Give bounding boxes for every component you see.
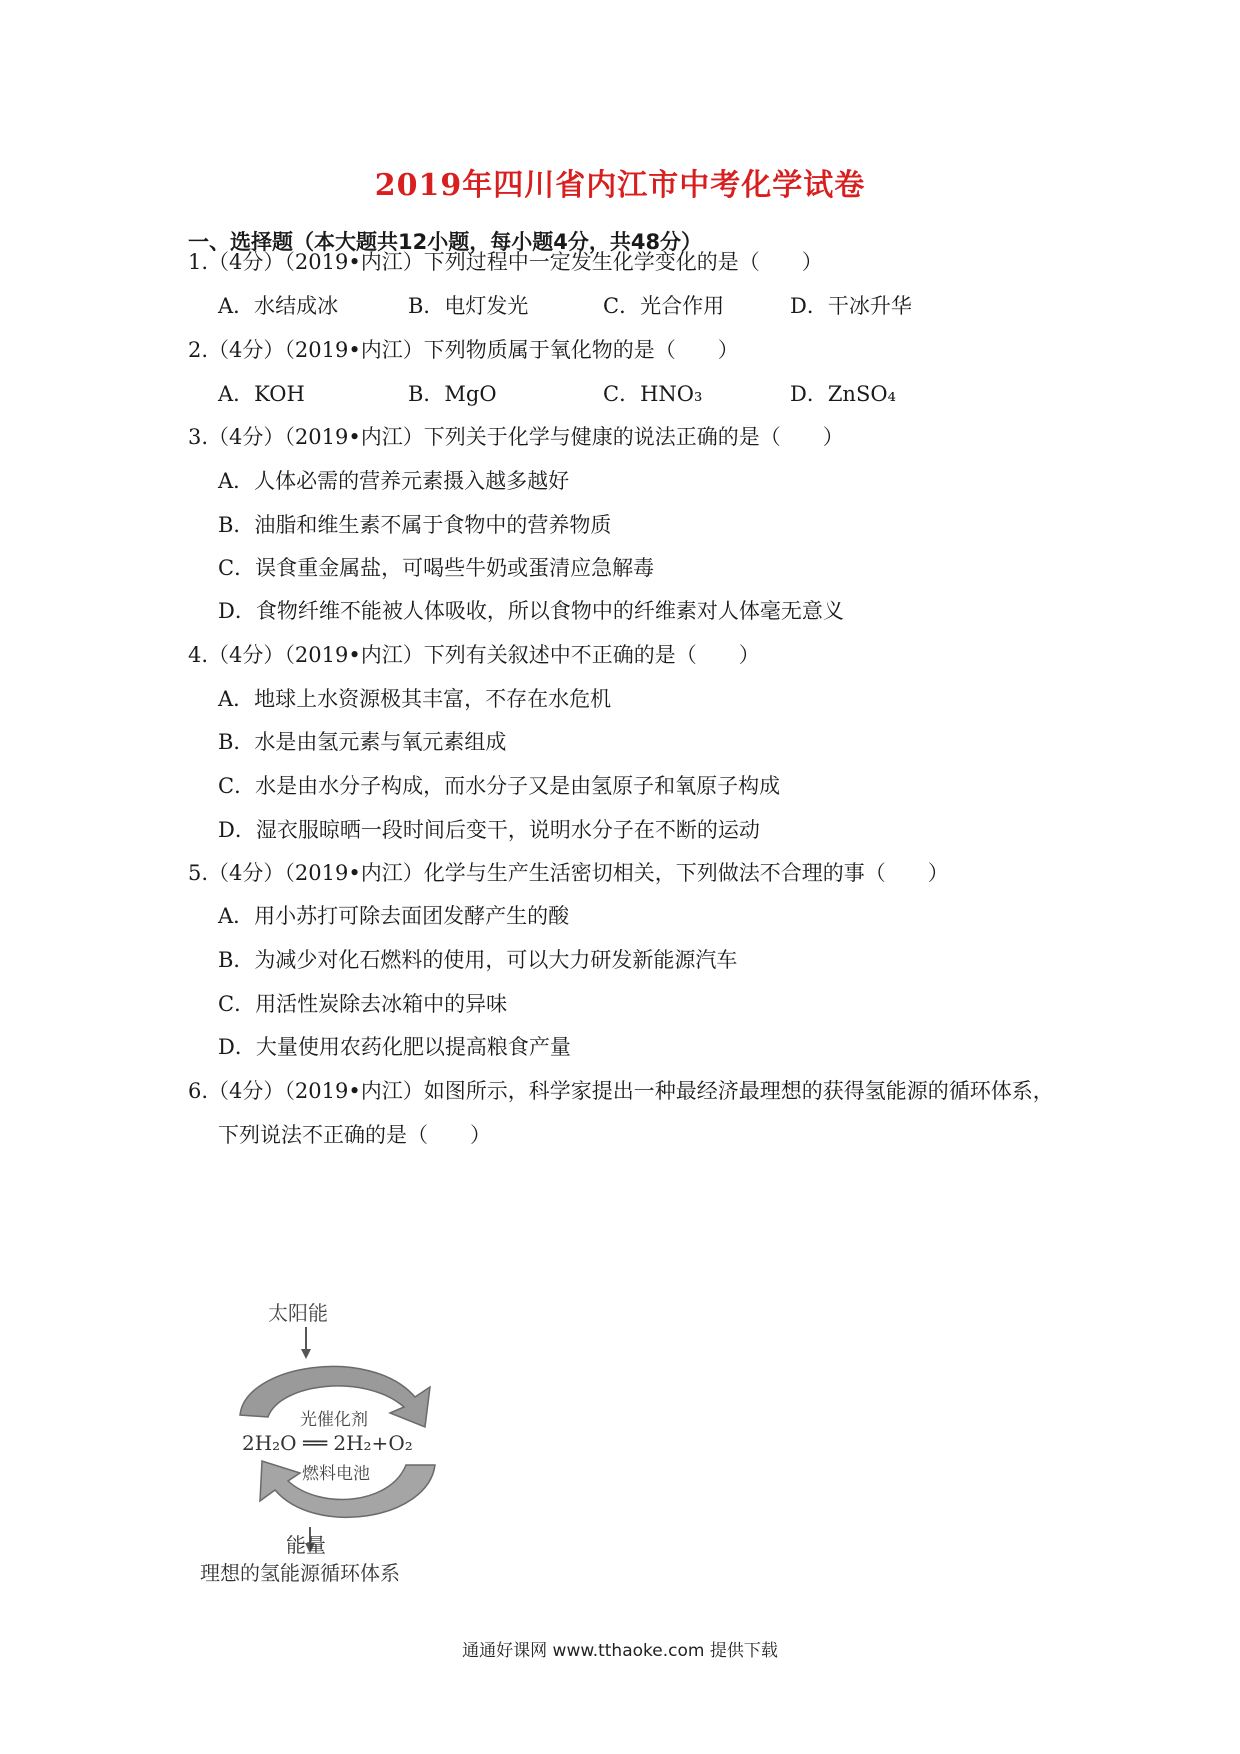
- q5-option-a: A．用小苏打可除去面团发酵产生的酸: [218, 904, 570, 928]
- q3-option-c: C．误食重金属盐，可喝些牛奶或蛋清应急解毒: [218, 556, 655, 580]
- q5-option-b: B．为减少对化石燃料的使用，可以大力研发新能源汽车: [218, 948, 738, 972]
- catalyst-label: 光催化剂: [300, 1410, 368, 1430]
- q5-option-d: D．大量使用农药化肥以提高粮食产量: [218, 1035, 571, 1059]
- question-1-stem: 1.（4分）（2019•内江）下列过程中一定发生化学变化的是（ ）: [188, 250, 823, 274]
- q5-option-c: C．用活性炭除去冰箱中的异味: [218, 992, 508, 1016]
- q4-option-d: D．湿衣服晾晒一段时间后变干，说明水分子在不断的运动: [218, 818, 760, 842]
- q1-option-b: B．电灯发光: [408, 294, 529, 318]
- fuel-cell-label: 燃料电池: [302, 1464, 370, 1484]
- q2-option-d: D．ZnSO₄: [790, 382, 896, 406]
- exam-title: 2019年四川省内江市中考化学试卷: [374, 168, 866, 203]
- question-6-stem: 6.（4分）（2019•内江）如图所示，科学家提出一种最经济最理想的获得氢能源的循环体系，: [188, 1079, 1054, 1103]
- q1-option-a: A．水结成冰: [218, 294, 339, 318]
- q2-option-c: C．HNO₃: [603, 382, 703, 406]
- q1-option-c: C．光合作用: [603, 294, 725, 318]
- q4-option-b: B．水是由氢元素与氧元素组成: [218, 730, 507, 754]
- solar-energy-label: 太阳能: [268, 1301, 328, 1325]
- q4-option-c: C．水是由水分子构成，而水分子又是由氢原子和氧原子构成: [218, 774, 781, 798]
- q3-option-a: A．人体必需的营养元素摄入越多越好: [218, 469, 570, 493]
- solar-down-arrow-head: [301, 1349, 311, 1359]
- q1-option-d: D．干冰升华: [790, 294, 912, 318]
- hydrogen-cycle-figure: [200, 1301, 480, 1585]
- q3-option-b: B．油脂和维生素不属于食物中的营养物质: [218, 513, 612, 537]
- q2-option-a: A．KOH: [218, 382, 305, 406]
- energy-label: 能量: [286, 1533, 326, 1557]
- page-footer: 通通好课网 www.tthaoke.com 提供下载: [462, 1641, 778, 1661]
- section-heading: 一、选择题（本大题共12小题，每小题4分，共48分）: [188, 230, 703, 254]
- question-4-stem: 4.（4分）（2019•内江）下列有关叙述中不正确的是（ ）: [188, 643, 760, 667]
- question-2-stem: 2.（4分）（2019•内江）下列物质属于氧化物的是（ ）: [188, 338, 739, 362]
- question-3-stem: 3.（4分）（2019•内江）下列关于化学与健康的说法正确的是（ ）: [188, 425, 844, 449]
- q4-option-a: A．地球上水资源极其丰富，不存在水危机: [218, 687, 612, 711]
- reaction-equation: 2H₂O ══ 2H₂+O₂: [242, 1431, 413, 1455]
- question-6-stem-continued: 下列说法不正确的是（ ）: [218, 1123, 491, 1147]
- q3-option-d: D．食物纤维不能被人体吸收，所以食物中的纤维素对人体毫无意义: [218, 599, 844, 623]
- question-5-stem: 5.（4分）（2019•内江）化学与生产生活密切相关，下列做法不合理的事（ ）: [188, 861, 949, 885]
- figure-caption: 理想的氢能源循环体系: [200, 1561, 400, 1585]
- q2-option-b: B．MgO: [408, 382, 497, 406]
